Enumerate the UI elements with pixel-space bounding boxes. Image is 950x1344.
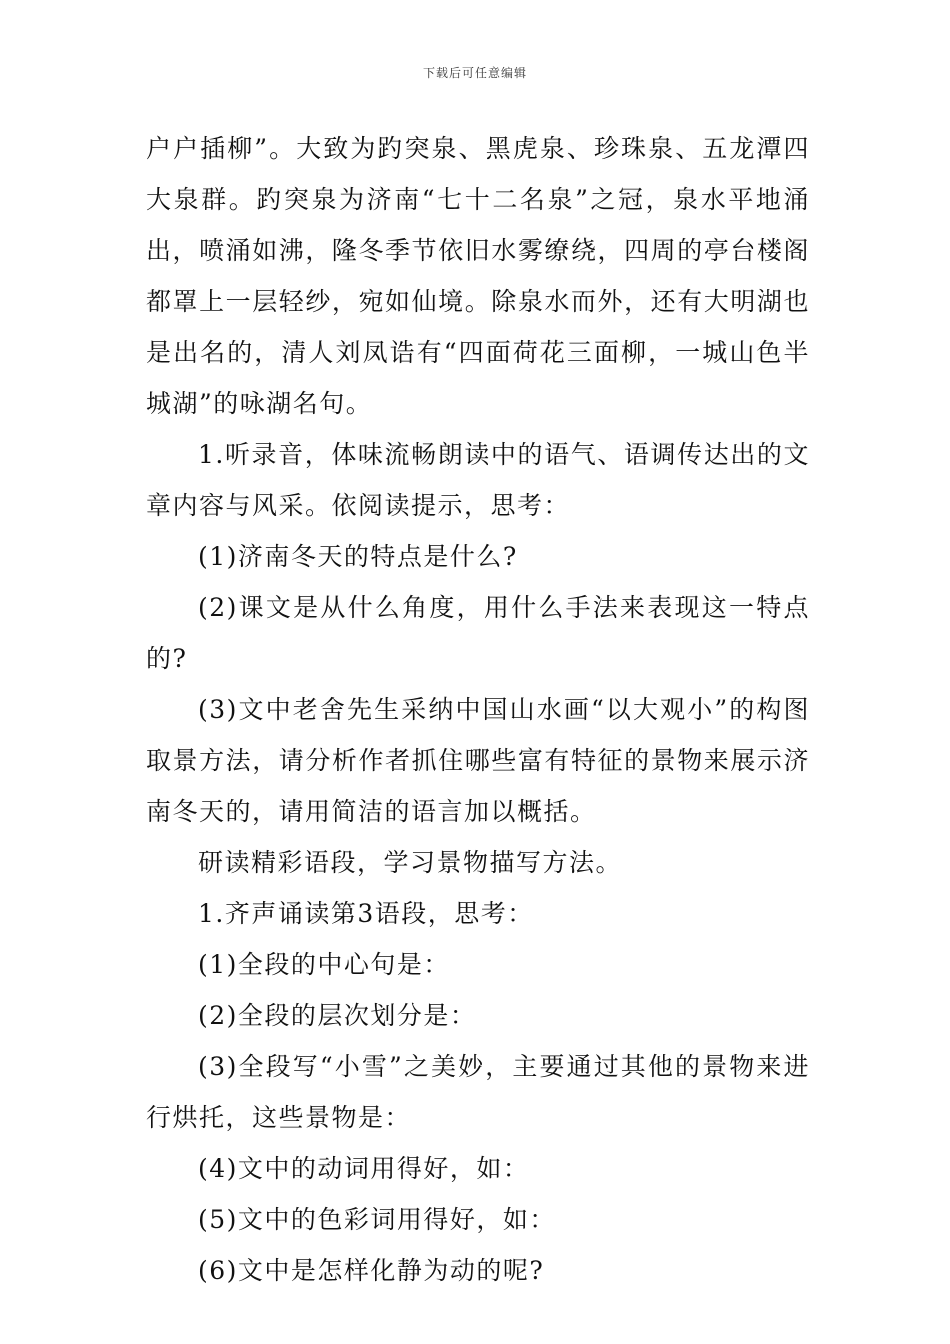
paragraph-recite-task: 1.齐声诵读第3语段，思考： — [198, 899, 534, 928]
question-1: (1)济南冬天的特点是什么? — [198, 542, 518, 571]
paragraph-springs: 户户插柳”。大致为趵突泉、黑虎泉、珍珠泉、五龙潭四大泉群。趵突泉为济南“七十二名泉”之冠，泉水平地涌出，喷涌如沸，隆冬季节依旧水雾缭绕，四周的亭台楼阁都罩上一层轻纱，宛如仙境。除泉水而外，还有大明湖也是出名的，清人刘凤诰有“四面荷花三面柳，一城山色半城湖”的咏湖名句。 — [146, 134, 810, 418]
section-heading-study: 研读精彩语段，学习景物描写方法。 — [198, 848, 623, 877]
question-2: (2)课文是从什么角度，用什么手法来表现这一特点的? — [146, 593, 810, 673]
paragraph-listen-task: 1.听录音，体味流畅朗读中的语气、语调传达出的文章内容与风采。依阅读提示，思考： — [146, 440, 810, 520]
sub-question-1: (1)全段的中心句是： — [198, 950, 450, 979]
sub-question-4: (4)文中的动词用得好，如： — [198, 1154, 530, 1183]
sub-question-2: (2)全段的层次划分是： — [198, 1001, 477, 1030]
sub-question-6: (6)文中是怎样化静为动的呢? — [198, 1256, 545, 1285]
page-header: 下载后可任意编辑 — [422, 66, 527, 80]
document-body — [146, 123, 810, 1296]
question-3: (3)文中老舍先生采纳中国山水画“以大观小”的构图取景方法，请分析作者抓住哪些富有特征的景物来展示济南冬天的，请用简洁的语言加以概括。 — [146, 695, 810, 826]
sub-question-3: (3)全段写“小雪”之美妙，主要通过其他的景物来进行烘托，这些景物是： — [146, 1052, 810, 1132]
sub-question-5: (5)文中的色彩词用得好，如： — [198, 1205, 556, 1234]
